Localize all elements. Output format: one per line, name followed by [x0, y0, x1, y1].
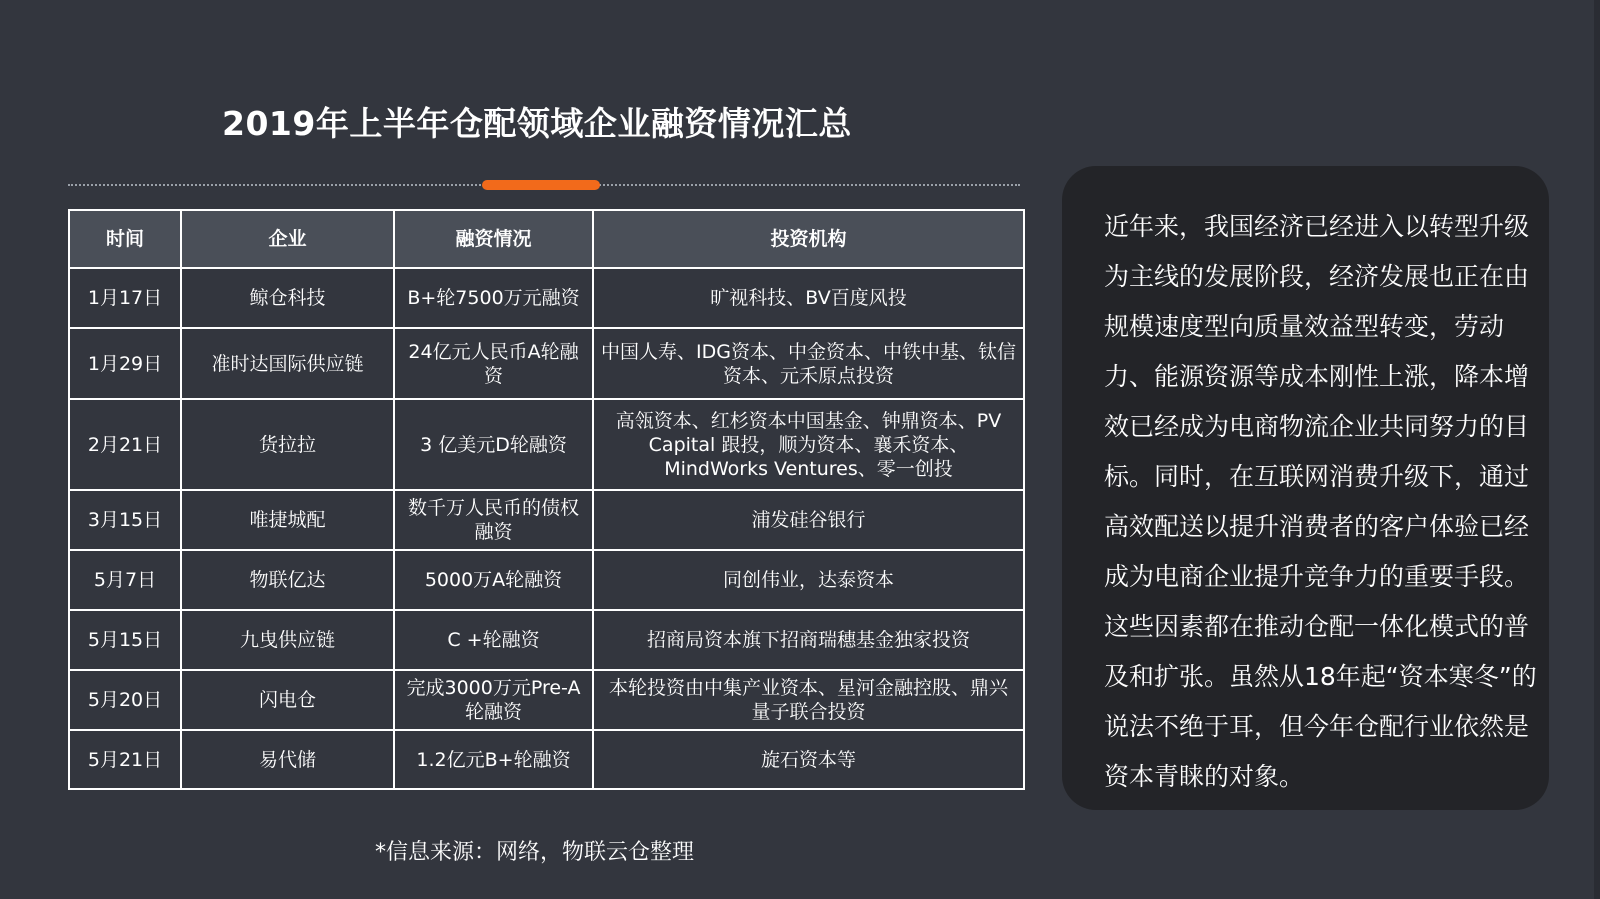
cell-investors: 中国人寿、IDG资本、中金资本、中铁中基、钛信资本、元禾原点投资: [593, 328, 1024, 399]
cell-investors: 招商局资本旗下招商瑞穗基金独家投资: [593, 610, 1024, 670]
header-time: 时间: [69, 210, 181, 268]
cell-funding: 1.2亿元B+轮融资: [394, 730, 593, 789]
cell-funding: 5000万A轮融资: [394, 550, 593, 610]
right-edge-strip: [1594, 0, 1600, 899]
cell-funding: B+轮7500万元融资: [394, 268, 593, 328]
header-investors: 投资机构: [593, 210, 1024, 268]
cell-company: 物联亿达: [181, 550, 394, 610]
cell-company: 易代储: [181, 730, 394, 789]
cell-funding: C +轮融资: [394, 610, 593, 670]
divider-accent-bar: [482, 180, 600, 190]
cell-company: 准时达国际供应链: [181, 328, 394, 399]
cell-date: 5月7日: [69, 550, 181, 610]
cell-funding: 24亿元人民币A轮融资: [394, 328, 593, 399]
cell-date: 5月20日: [69, 670, 181, 730]
table-row: [69, 328, 1024, 399]
cell-funding: 3 亿美元D轮融资: [394, 399, 593, 490]
table-header-row: [69, 210, 1024, 268]
cell-company: 闪电仓: [181, 670, 394, 730]
table-row: [69, 610, 1024, 670]
cell-date: 5月21日: [69, 730, 181, 789]
header-company: 企业: [181, 210, 394, 268]
source-note: *信息来源：网络，物联云仓整理: [375, 840, 695, 865]
cell-company: 鲸仓科技: [181, 268, 394, 328]
page-title: 2019年上半年仓配领域企业融资情况汇总: [222, 104, 852, 143]
cell-investors: 高瓴资本、红杉资本中国基金、钟鼎资本、PV Capital 跟投，顺为资本、襄禾资本、MindWorks Ventures、零一创投: [593, 399, 1024, 490]
table-row: [69, 399, 1024, 490]
cell-date: 3月15日: [69, 490, 181, 550]
cell-company: 唯捷城配: [181, 490, 394, 550]
cell-date: 2月21日: [69, 399, 181, 490]
cell-date: 1月29日: [69, 328, 181, 399]
cell-date: 5月15日: [69, 610, 181, 670]
cell-investors: 旷视科技、BV百度风投: [593, 268, 1024, 328]
table-row: [69, 550, 1024, 610]
cell-date: 1月17日: [69, 268, 181, 328]
header-funding: 融资情况: [394, 210, 593, 268]
cell-company: 九曳供应链: [181, 610, 394, 670]
cell-investors: 旋石资本等: [593, 730, 1024, 789]
funding-table: [68, 209, 1025, 790]
cell-company: 货拉拉: [181, 399, 394, 490]
cell-investors: 浦发硅谷银行: [593, 490, 1024, 550]
cell-investors: 同创伟业，达泰资本: [593, 550, 1024, 610]
table-row: [69, 268, 1024, 328]
cell-funding: 完成3000万元Pre-A轮融资: [394, 670, 593, 730]
table-row: [69, 730, 1024, 789]
summary-panel: [1062, 166, 1549, 810]
cell-funding: 数千万人民币的债权融资: [394, 490, 593, 550]
table-row: [69, 670, 1024, 730]
cell-investors: 本轮投资由中集产业资本、星河金融控股、鼎兴量子联合投资: [593, 670, 1024, 730]
summary-text: 近年来，我国经济已经进入以转型升级为主线的发展阶段，经济发展也正在由规模速度型向质量效益型转变，劳动力、能源资源等成本刚性上涨，降本增效已经成为电商物流企业共同努力的目标。同时，在互联网消费升级下，通过高效配送以提升消费者的客户体验已经成为电商企业提升竞争力的重要手段。这些因素都在推动仓配一体化模式的普及和扩张。虽然从18年起“资本寒冬”的说法不绝于耳，但今年仓配行业依然是资本青睐的对象。: [1104, 212, 1537, 791]
table-row: [69, 490, 1024, 550]
